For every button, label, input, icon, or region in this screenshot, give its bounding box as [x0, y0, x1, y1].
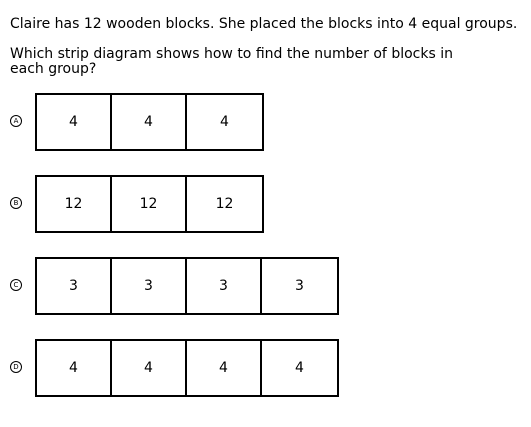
strip-cell: 4 [37, 95, 112, 149]
strip-cell: 12 [215, 196, 234, 212]
strip-diagram-a [35, 93, 264, 151]
question-prompt: Which strip diagram shows how to find the number of blocks in each group? [10, 46, 453, 77]
choice-d-radio[interactable]: D [10, 361, 22, 373]
strip-cell: 4 [37, 341, 112, 395]
choice-c-radio[interactable]: C [10, 279, 22, 291]
strip-cell: 4 [220, 114, 229, 130]
answer-choice-d[interactable] [0, 339, 531, 397]
answer-choice-c[interactable] [0, 257, 531, 315]
strip-cell: 12 [112, 177, 187, 231]
strip-cell: 12 [37, 177, 112, 231]
strip-cell: 4 [112, 341, 187, 395]
answer-choice-a[interactable] [0, 93, 531, 151]
answer-choice-b[interactable] [0, 175, 531, 233]
strip-cell: 3 [295, 278, 304, 294]
strip-cell: 3 [187, 259, 262, 313]
strip-diagram-c [35, 257, 339, 315]
strip-cell: 3 [37, 259, 112, 313]
strip-cell: 3 [112, 259, 187, 313]
strip-cell: 4 [112, 95, 187, 149]
strip-cell: 4 [187, 341, 262, 395]
question-stem: Claire has 12 wooden blocks. She placed the blocks into 4 equal groups. [10, 16, 518, 32]
choice-b-radio[interactable]: B [10, 197, 22, 209]
strip-diagram-b [35, 175, 264, 233]
strip-cell: 4 [295, 360, 304, 376]
choice-a-radio[interactable]: A [10, 115, 22, 127]
strip-diagram-d [35, 339, 339, 397]
